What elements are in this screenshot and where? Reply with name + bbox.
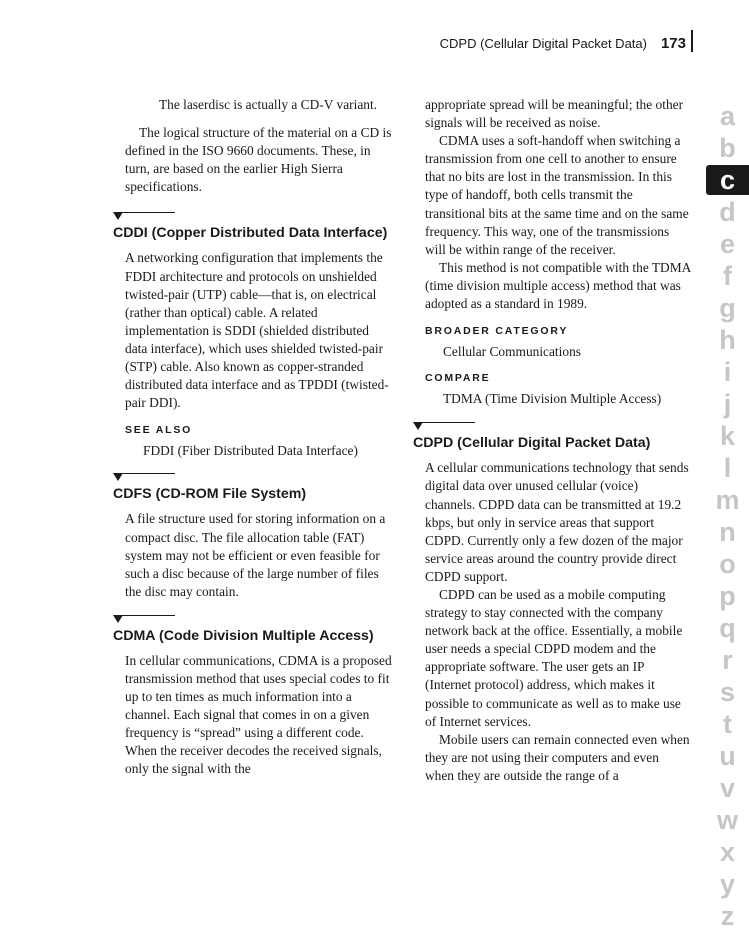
continuation-paragraph: appropriate spread will be meaningful; the other signals will be received as noise. (425, 97, 684, 131)
index-letter-i: i (723, 357, 732, 387)
entry-marker (113, 212, 177, 222)
entry-cdfs (113, 473, 393, 600)
header-rule (691, 30, 693, 52)
index-letter-y: y (719, 869, 736, 899)
entry-definition: A cellular communications technology that sends digital data over unused cellular (voice) channels. CDPD data can be transmitted at 19.2 kbps, but only in service areas that support CDPD. Currently only a few dozen of the major service areas around the country provide direct CDPD support. (425, 460, 689, 584)
index-letter-p: p (719, 581, 736, 611)
index-letter-e: e (719, 229, 736, 259)
index-letter-d: d (719, 197, 736, 227)
index-letter-j: j (723, 389, 732, 419)
broader-category-ref: Cellular Communications (443, 344, 581, 360)
index-letter-s: s (719, 677, 736, 707)
index-letter-c: c (706, 165, 749, 195)
page-header (380, 34, 692, 54)
entry-definition: Mobile users can remain connected even when they are not using their computers and even when they are outside the range of a (425, 731, 690, 783)
index-letter-n: n (719, 517, 736, 547)
entry-cdma (113, 615, 393, 779)
index-letter-a: a (719, 101, 736, 131)
index-letter-l: l (723, 453, 732, 483)
compare-label: COMPARE (425, 372, 491, 385)
running-title: CDPD (Cellular Digital Packet Data) (439, 35, 647, 51)
entry-definition: A networking configuration that implements the FDDI architecture and protocols on unshielded twisted-pair (UTP) cable—that is, on electrical (rather than optical) cable. A related implementation is SDDI (shielded distributed data interface), which uses shielded twisted-pair (STP) cable. Also known as copper-stranded distributed data interface and as TPDDI (twisted-pair DDI). (125, 250, 389, 411)
continuation-paragraph: This method is not compatible with the TDMA (time division multiple access) method that was adopted as a standard in 1989. (425, 259, 691, 312)
index-letter-x: x (719, 837, 736, 867)
intro-paragraph: The logical structure of the material on a CD is defined in the ISO 9660 documents. These, in turn, are based on the earlier High Sierra specifications. (125, 125, 392, 195)
index-letter-k: k (719, 421, 736, 451)
entry-definition: In cellular communications, CDMA is a proposed transmission method that uses special codes to fit up to ten times as much information into a channel. Each signal that comes in on a given frequency is “spread” using a different code. When the receiver decodes the received signals, only the signal with the (125, 652, 392, 777)
entry-definition: A file structure used for storing information on a compact disc. The file allocation table (FAT) system may not be efficient or even feasible for such a disc because of the large number of files the disc may contain. (125, 511, 386, 599)
entry-marker (113, 615, 177, 625)
alphabet-thumb-index (706, 100, 749, 932)
entry-term: CDDI (Copper Distributed Data Interface) (113, 225, 388, 242)
index-letter-w: w (716, 805, 738, 835)
index-letter-m: m (715, 485, 740, 515)
entry-cddi (113, 212, 393, 460)
entry-marker (413, 422, 477, 432)
left-column (113, 96, 393, 779)
entry-cdpd (413, 422, 691, 785)
index-letter-h: h (719, 325, 736, 355)
broader-category-label: BROADER CATEGORY (425, 325, 569, 338)
laserdisc-note: The laserdisc is actually a CD-V variant. (159, 97, 378, 112)
index-letter-f: f (723, 261, 732, 291)
right-column (413, 96, 691, 785)
index-letter-t: t (723, 709, 732, 739)
see-also-ref: FDDI (Fiber Distributed Data Interface) (143, 443, 358, 459)
entry-definition: CDPD can be used as a mobile computing strategy to stay connected with the company network back at the office. Essentially, a mobile user needs a special CDPD modem and the appropriate software. The user gets an IP (Internet protocol) address, which makes it possible to communicate as well as to make use of Internet services. (425, 586, 683, 729)
index-letter-z: z (720, 901, 735, 931)
continuation-paragraph: CDMA uses a soft-handoff when switching a transmission from one cell to another to ensure that no bits are lost in the transmission. In this type of handoff, both cells transmit the transitional bits at the same time and on the same frequency. This way, one of the transmissions will be within range of the receiver. (425, 133, 689, 257)
page-number: 173 (660, 34, 686, 52)
index-letter-v: v (719, 773, 736, 803)
compare-ref: TDMA (Time Division Multiple Access) (443, 391, 662, 407)
index-letter-r: r (722, 645, 733, 675)
index-letter-o: o (719, 549, 736, 579)
index-letter-q: q (719, 613, 736, 643)
entry-term: CDMA (Code Division Multiple Access) (113, 627, 374, 644)
entry-marker (113, 473, 177, 483)
index-letter-u: u (719, 741, 736, 771)
entry-term: CDPD (Cellular Digital Packet Data) (413, 435, 651, 452)
index-letter-b: b (719, 133, 736, 163)
see-also-label: SEE ALSO (125, 424, 193, 437)
entry-term: CDFS (CD-ROM File System) (113, 486, 307, 503)
index-letter-g: g (719, 293, 736, 323)
